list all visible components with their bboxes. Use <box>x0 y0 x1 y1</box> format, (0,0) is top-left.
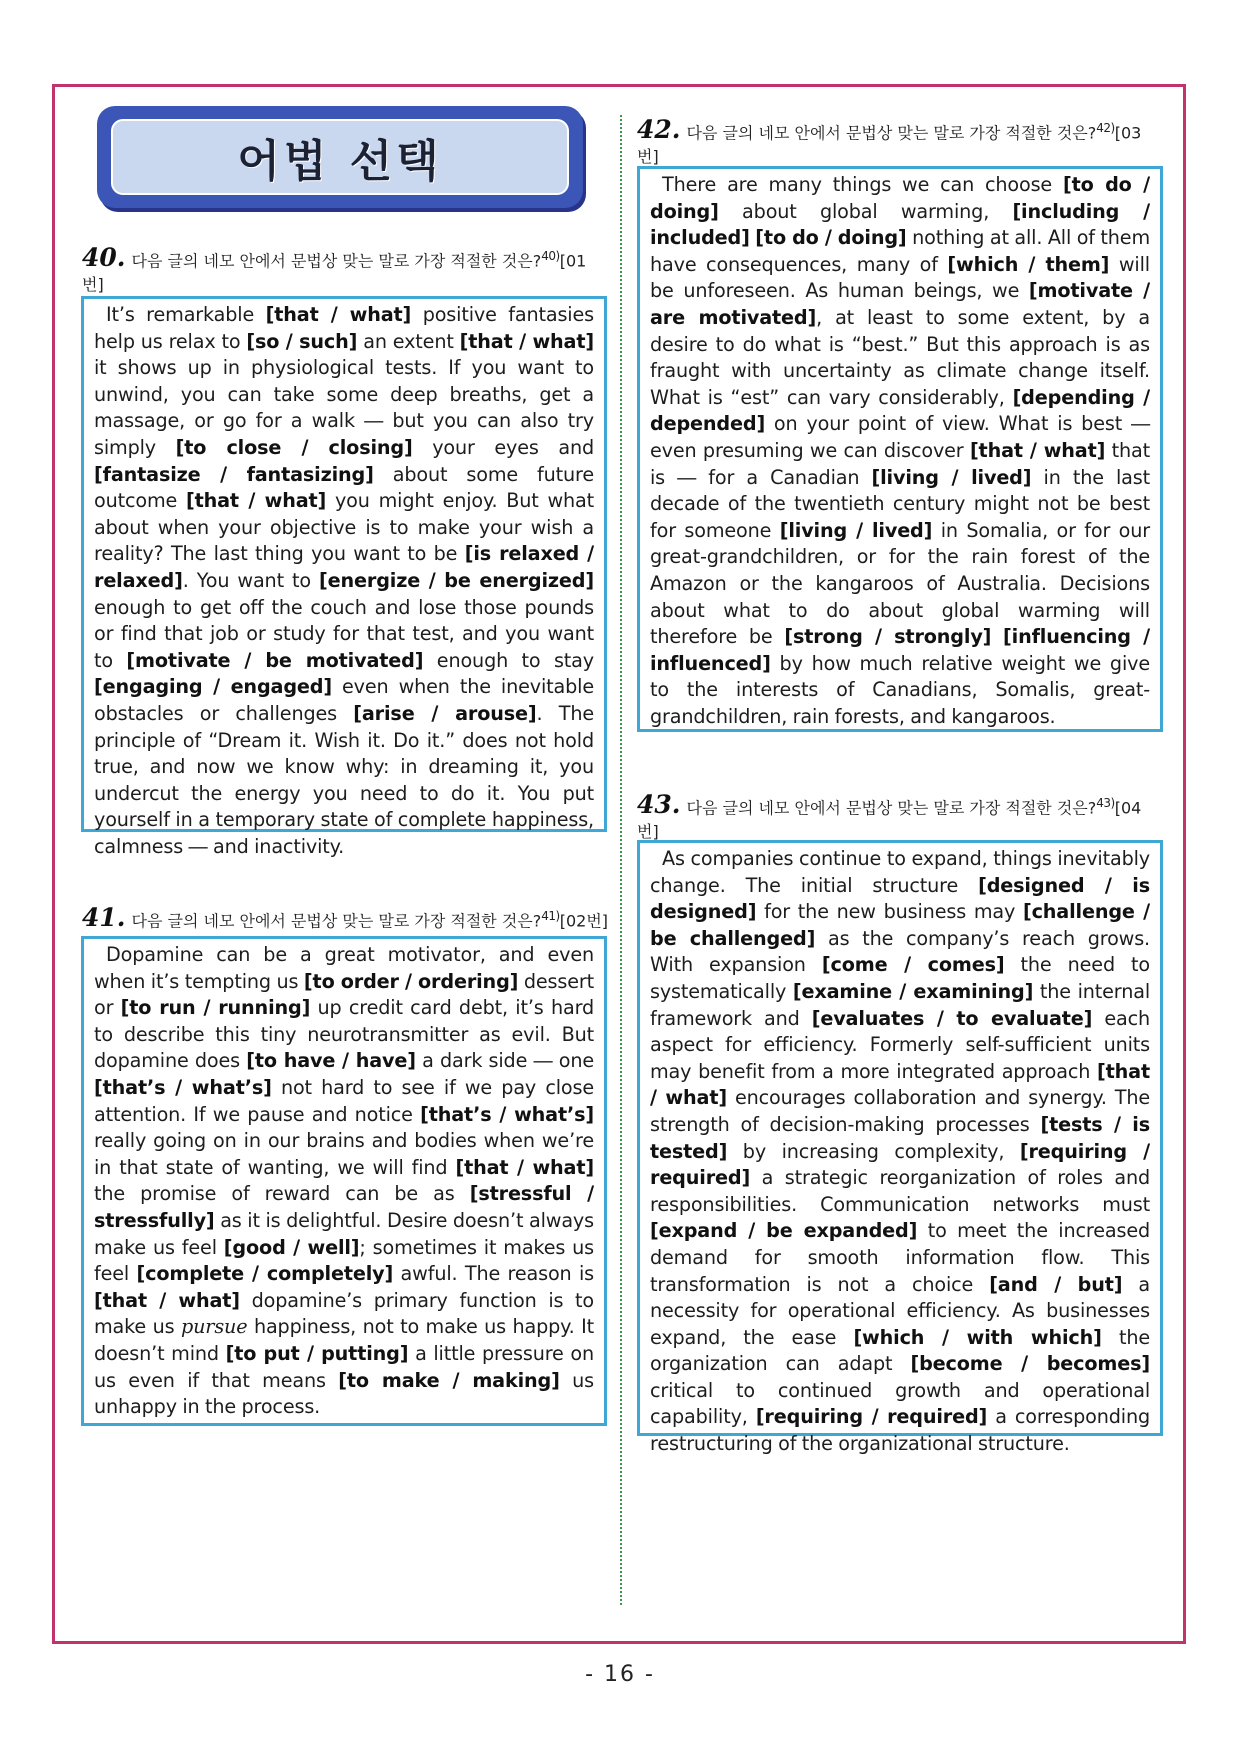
footnote-ref: 42) <box>1096 121 1115 135</box>
column-divider <box>620 115 622 1605</box>
question-number: 42. <box>637 115 681 145</box>
grammar-choice[interactable]: [that / what] <box>459 329 594 353</box>
footnote-ref: 43) <box>1096 796 1115 810</box>
item-number: [03 번] <box>637 123 1142 167</box>
grammar-choice[interactable]: [become / becomes] <box>910 1352 1150 1376</box>
question-number: 43. <box>637 790 681 820</box>
grammar-choice[interactable]: [designed / is designed] <box>650 873 1150 924</box>
grammar-choice[interactable]: [stressful / stressfully] <box>94 1182 595 1232</box>
question-prompt: 다음 글의 네모 안에서 문법상 맞는 말로 가장 적절한 것은? <box>131 911 542 931</box>
grammar-choice[interactable]: [to put / putting] <box>225 1341 409 1365</box>
grammar-choice[interactable]: [expand / be expanded] <box>650 1219 918 1243</box>
grammar-choice[interactable]: [to do / doing] <box>755 226 907 250</box>
grammar-choice[interactable]: [to run / running] <box>120 996 311 1020</box>
grammar-choice[interactable]: [good / well] <box>223 1235 360 1259</box>
grammar-choice[interactable]: [requiring / required] <box>650 1139 1150 1190</box>
item-number: [01 번] <box>82 251 587 295</box>
grammar-choice[interactable]: [motivate / be motivated] <box>126 648 424 672</box>
grammar-choice[interactable]: [and / but] <box>989 1272 1123 1296</box>
grammar-choice[interactable]: [to order / ordering] <box>303 969 519 993</box>
grammar-choice[interactable]: [which / them] <box>947 252 1110 276</box>
grammar-choice[interactable]: [that / what] <box>455 1155 594 1179</box>
section-title: 어법 선택 <box>237 136 443 187</box>
question-prompt: 다음 글의 네모 안에서 문법상 맞는 말로 가장 적절한 것은? <box>131 251 542 271</box>
grammar-choice[interactable]: [to close / closing] <box>175 435 413 459</box>
question-40-passage: It’s remarkable [that / what] positive fantasies help us relax to [so / such] an extent [that / what] it shows up in physiological tests. If you want to unwind, you can take some deep breaths, get a massage, or go for a walk ― but you can also try simply [to close / closing] your eyes and [fantasize / fantasizing] about some future outcome [that / what] you might enjoy. But what about when your objective is to make your wish a reality? The last thing you want to be [is relaxed / relaxed]. You want to [energize / be energized] enough to get off the couch and lose those pounds or find that job or study for that test, and you want to [motivate / be motivated] enough to stay [engaging / engaged] even when the inevitable obstacles or challenges [arise / arouse]. The principle of “Dream it. Wish it. Do it.” does not hold true, and now we know why: in dreaming it, you undercut the energy you need to do it. You put yourself in a temporary state of complete happiness, calmness ― and inactivity. <box>81 296 607 832</box>
question-prompt: 다음 글의 네모 안에서 문법상 맞는 말로 가장 적절한 것은? <box>686 798 1097 818</box>
item-number: [02번] <box>559 911 609 931</box>
grammar-choice[interactable]: [that / what] <box>650 1059 1150 1110</box>
grammar-choice[interactable]: [influencing / influenced] <box>650 625 1151 675</box>
grammar-choice[interactable]: [to have / have] <box>246 1049 416 1073</box>
grammar-choice[interactable]: [living / lived] <box>779 518 933 542</box>
grammar-choice[interactable]: [energize / be energized] <box>319 568 594 592</box>
grammar-choice[interactable]: [that / what] <box>185 489 327 513</box>
question-40-header <box>82 244 604 297</box>
footnote-ref: 40) <box>541 249 560 263</box>
grammar-choice[interactable]: [including / included] <box>650 199 1150 250</box>
grammar-choice[interactable]: [requiring / required] <box>755 1405 988 1429</box>
question-prompt: 다음 글의 네모 안에서 문법상 맞는 말로 가장 적절한 것은? <box>686 123 1097 143</box>
question-43-passage: As companies continue to expand, things inevitably change. The initial structure [designed / is designed] for the new business may [challenge / be challenged] as the company’s reach grows. With expansion [come / comes] the need to systematically [examine / examining] the internal framework and [evaluates / to evaluate] each aspect for efficiency. Formerly self-sufficient units may benefit from a more integrated approach [that / what] encourages collaboration and synergy. The strength of decision-making processes [tests / is tested] by increasing complexity, [requiring / required] a strategic reorganization of roles and responsibilities. Communication networks must [expand / be expanded] to meet the increased demand for smooth information flow. This transformation is not a choice [and / but] a necessity for operational efficiency. As businesses expand, the ease [which / with which] the organization can adapt [become / becomes] critical to continued growth and operational capability, [requiring / required] a corresponding restructuring of the organizational structure. <box>637 840 1163 1436</box>
grammar-choice[interactable]: [strong / strongly] <box>784 625 992 649</box>
grammar-choice[interactable]: [to do / doing] <box>650 173 1150 223</box>
grammar-choice[interactable]: [arise / arouse] <box>353 701 537 725</box>
question-42-header <box>637 116 1165 169</box>
question-43-header <box>637 791 1165 844</box>
question-41-header <box>82 904 612 933</box>
grammar-choice[interactable]: [challenge / be challenged] <box>650 900 1150 950</box>
grammar-choice[interactable]: [come / comes] <box>821 953 1005 977</box>
item-number: [04 번] <box>637 798 1142 842</box>
question-number: 41. <box>82 903 126 933</box>
grammar-choice[interactable]: [evaluates / to evaluate] <box>811 1006 1093 1030</box>
grammar-choice[interactable]: [engaging / engaged] <box>94 675 332 699</box>
question-number: 40. <box>82 243 126 273</box>
grammar-choice[interactable]: [complete / completely] <box>136 1262 394 1286</box>
grammar-choice[interactable]: [so / such] <box>246 329 358 353</box>
grammar-choice[interactable]: [fantasize / fantasizing] <box>94 462 374 486</box>
grammar-choice[interactable]: [which / with which] <box>853 1325 1102 1349</box>
grammar-choice[interactable]: [that’s / what’s] <box>420 1102 594 1126</box>
grammar-choice[interactable]: [to make / making] <box>338 1368 560 1392</box>
section-title-inner <box>111 119 569 195</box>
emphasized-word: pursue <box>180 1315 248 1339</box>
grammar-choice[interactable]: [examine / examining] <box>792 979 1034 1003</box>
page-number: - 16 - <box>585 1662 655 1687</box>
grammar-choice[interactable]: [is relaxed / relaxed] <box>94 542 595 592</box>
grammar-choice[interactable]: [living / lived] <box>871 465 1032 489</box>
grammar-choice[interactable]: [that / what] <box>265 303 412 326</box>
footnote-ref: 41) <box>541 909 560 923</box>
question-41-passage: Dopamine can be a great motivator, and even when it’s tempting us [to order / ordering] dessert or [to run / running] up credit card debt, it’s hard to describe this tiny neurotransmitter as evil. But dopamine does [to have / have] a dark side ― one [that’s / what’s] not hard to see if we pay close attention. If we pause and notice [that’s / what’s] really going on in our brains and bodies when we’re in that state of wanting, we will find [that / what] the promise of reward can be as [stressful / stressfully] as it is delightful. Desire doesn’t always make us feel [good / well]; sometimes it makes us feel [complete / completely] awful. The reason is [that / what] dopamine’s primary function is to make us pursue happiness, not to make us happy. It doesn’t mind [to put / putting] a little pressure on us even if that means [to make / making] us unhappy in the process. <box>81 936 607 1426</box>
grammar-choice[interactable]: [tests / is tested] <box>650 1112 1150 1163</box>
grammar-choice[interactable]: [that / what] <box>969 438 1106 462</box>
grammar-choice[interactable]: [motivate / are motivated] <box>650 279 1150 329</box>
section-title-badge <box>97 106 583 208</box>
question-42-passage: There are many things we can choose [to do / doing] about global warming, [including / included] [to do / doing] nothing at all. All of them have consequences, many of [which / them] will be unforeseen. As human beings, we [motivate / are motivated], at least to some extent, by a desire to do what is “best.” But this approach is as fraught with uncertainty as climate change itself. What is “est” can vary considerably, [depending / depended] on your point of view. What is best ― even presuming we can discover [that / what] that is ― for a Canadian [living / lived] in the last decade of the twentieth century might not be best for someone [living / lived] in Somalia, or for our great-grandchildren, or for the rain forest of the Amazon or the kangaroos of Australia. Decisions about what to do about global warming will therefore be [strong / strongly] [influencing / influenced] by how much relative weight we give to the interests of Canadians, Somalis, great-grandchildren, rain forests, and kangaroos. <box>637 166 1163 732</box>
grammar-choice[interactable]: [that / what] <box>94 1288 240 1312</box>
grammar-choice[interactable]: [depending / depended] <box>650 385 1150 436</box>
grammar-choice[interactable]: [that’s / what’s] <box>94 1075 272 1099</box>
